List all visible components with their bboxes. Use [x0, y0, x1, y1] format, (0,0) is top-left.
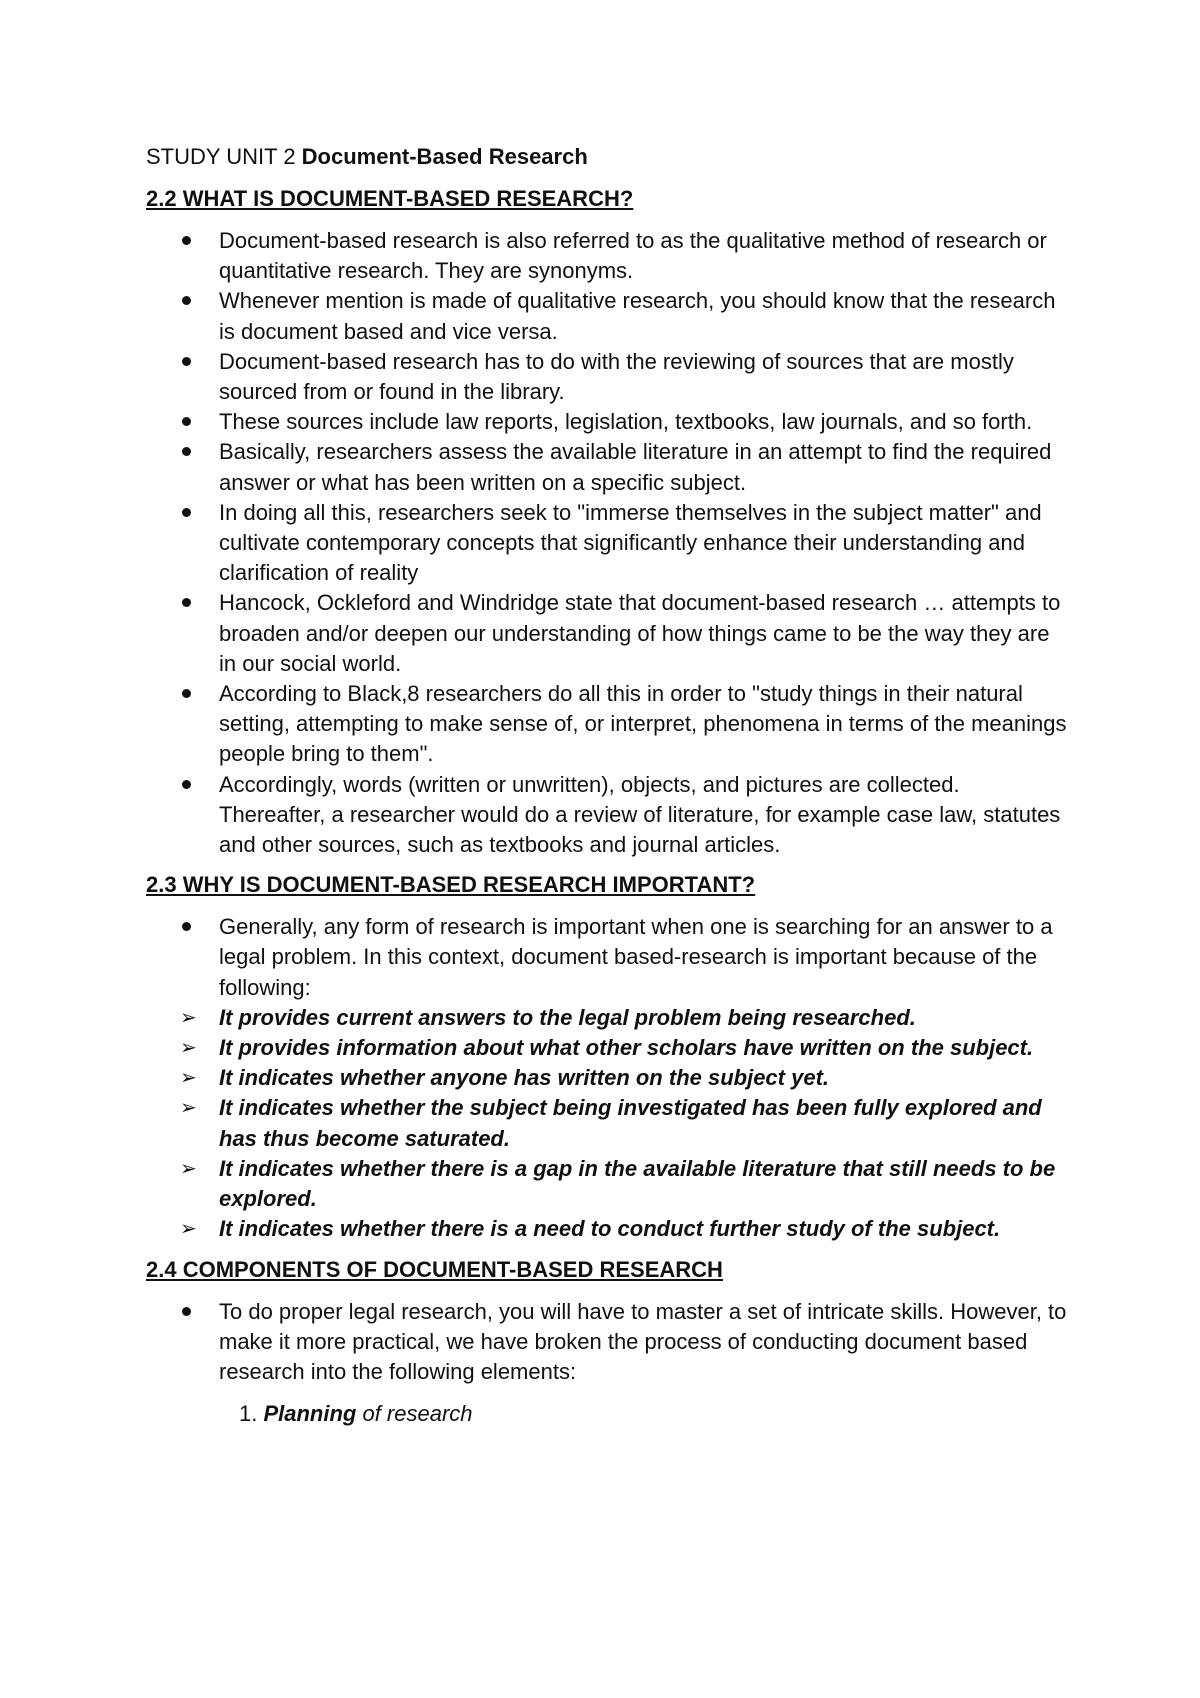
- list-item: [146, 1033, 1071, 1063]
- bullet-icon: [182, 1307, 191, 1316]
- section-2-4-elements: [146, 1399, 1071, 1429]
- section-2-4-intro-list: [146, 1297, 1071, 1388]
- bullet-icon: [182, 508, 191, 517]
- list-item-text: Accordingly, words (written or unwritten), objects, and pictures are collected. Thereafter, a researcher would do a review of literature, for example case law, statutes and other sources, such as textbooks and journal articles.: [219, 771, 1061, 858]
- list-item: [146, 1093, 1071, 1153]
- bullet-icon: [182, 417, 191, 426]
- list-item-text: It indicates whether anyone has written on the subject yet.: [219, 1065, 830, 1091]
- bullet-icon: [182, 236, 191, 245]
- arrow-bullet-icon: ➢: [180, 1037, 197, 1060]
- arrow-bullet-icon: ➢: [180, 1218, 197, 1241]
- bullet-icon: [182, 598, 191, 607]
- list-item: [146, 347, 1071, 407]
- element-rest: of research: [356, 1401, 473, 1427]
- list-item: [146, 1003, 1071, 1033]
- section-2-3-intro-list: [146, 912, 1071, 1003]
- list-item: [146, 588, 1071, 679]
- title-bold: Document-Based Research: [301, 144, 588, 169]
- list-item: [146, 226, 1071, 286]
- section-2-2-list: [146, 226, 1071, 860]
- list-item: [146, 407, 1071, 437]
- page-title: [146, 142, 1071, 172]
- bullet-icon: [182, 689, 191, 698]
- document-page: [146, 142, 1071, 1429]
- list-item-text: It indicates whether the subject being investigated has been fully explored and has thus become saturated.: [219, 1095, 1042, 1151]
- arrow-bullet-icon: ➢: [180, 1006, 197, 1029]
- bullet-icon: [182, 357, 191, 366]
- list-item: [146, 1063, 1071, 1093]
- bullet-icon: [182, 780, 191, 789]
- list-item: [146, 679, 1071, 770]
- element-name: Planning: [263, 1401, 357, 1427]
- list-item: [146, 437, 1071, 497]
- list-item-text: Generally, any form of research is important when one is searching for an answer to a legal problem. In this context, document based-research is important because of the following:: [219, 914, 1053, 1000]
- section-2-3-points: [146, 1003, 1071, 1245]
- section-2-4-heading: 2.4 COMPONENTS OF DOCUMENT-BASED RESEARCH: [146, 1256, 723, 1282]
- list-number: 1.: [239, 1401, 264, 1427]
- list-item: [146, 286, 1071, 346]
- list-item-text: It indicates whether there is a gap in the available literature that still needs to be explored.: [219, 1155, 1056, 1212]
- title-prefix: STUDY UNIT 2: [146, 144, 302, 169]
- arrow-bullet-icon: ➢: [180, 1097, 197, 1120]
- section-2-2-heading: 2.2 WHAT IS DOCUMENT-BASED RESEARCH?: [146, 186, 634, 211]
- list-item-text: Hancock, Ockleford and Windridge state that document-based research … attempts to broaden and/or deepen our understanding of how things came to be the way they are in our social world.: [219, 590, 1061, 676]
- list-item-text: Whenever mention is made of qualitative research, you should know that the research is document based and vice versa.: [219, 288, 1056, 344]
- list-item-text: Basically, researchers assess the available literature in an attempt to find the required answer or what has been written on a specific subject.: [219, 439, 1052, 495]
- list-item: [146, 770, 1071, 861]
- arrow-bullet-icon: ➢: [180, 1067, 197, 1090]
- list-item-text: According to Black,8 researchers do all this in order to "study things in their natural setting, attempting to make sense of, or interpret, phenomena in terms of the meanings people bring to them".: [219, 681, 1067, 767]
- list-item: [146, 1297, 1071, 1388]
- arrow-bullet-icon: ➢: [180, 1157, 197, 1180]
- list-item-text: It provides information about what other scholars have written on the subject.: [219, 1035, 1034, 1061]
- list-item-text: It provides current answers to the legal problem being researched.: [219, 1004, 916, 1030]
- list-item: [146, 498, 1071, 589]
- list-item-text: These sources include law reports, legislation, textbooks, law journals, and so forth.: [219, 409, 1033, 435]
- list-item: [146, 912, 1071, 1003]
- bullet-icon: [182, 296, 191, 305]
- list-item-text: To do proper legal research, you will have to master a set of intricate skills. However, to make it more practical, we have broken the process of conducting document based research into the following elements:: [219, 1298, 1067, 1384]
- list-item-text: Document-based research has to do with the reviewing of sources that are mostly sourced from or found in the library.: [219, 348, 1014, 405]
- list-item: [146, 1214, 1071, 1244]
- list-item: [146, 1399, 1071, 1429]
- list-item-text: Document-based research is also referred to as the qualitative method of research or quantitative research. They are synonyms.: [219, 228, 1047, 284]
- bullet-icon: [182, 922, 191, 931]
- list-item-text: In doing all this, researchers seek to "immerse themselves in the subject matter" and cultivate contemporary concepts that significantly enhance their understanding and clarification of reality: [219, 499, 1042, 586]
- list-item: [146, 1154, 1071, 1214]
- section-2-3-heading: 2.3 WHY IS DOCUMENT-BASED RESEARCH IMPORTANT?: [146, 872, 756, 898]
- list-item-text: It indicates whether there is a need to conduct further study of the subject.: [219, 1216, 1001, 1242]
- bullet-icon: [182, 447, 191, 456]
